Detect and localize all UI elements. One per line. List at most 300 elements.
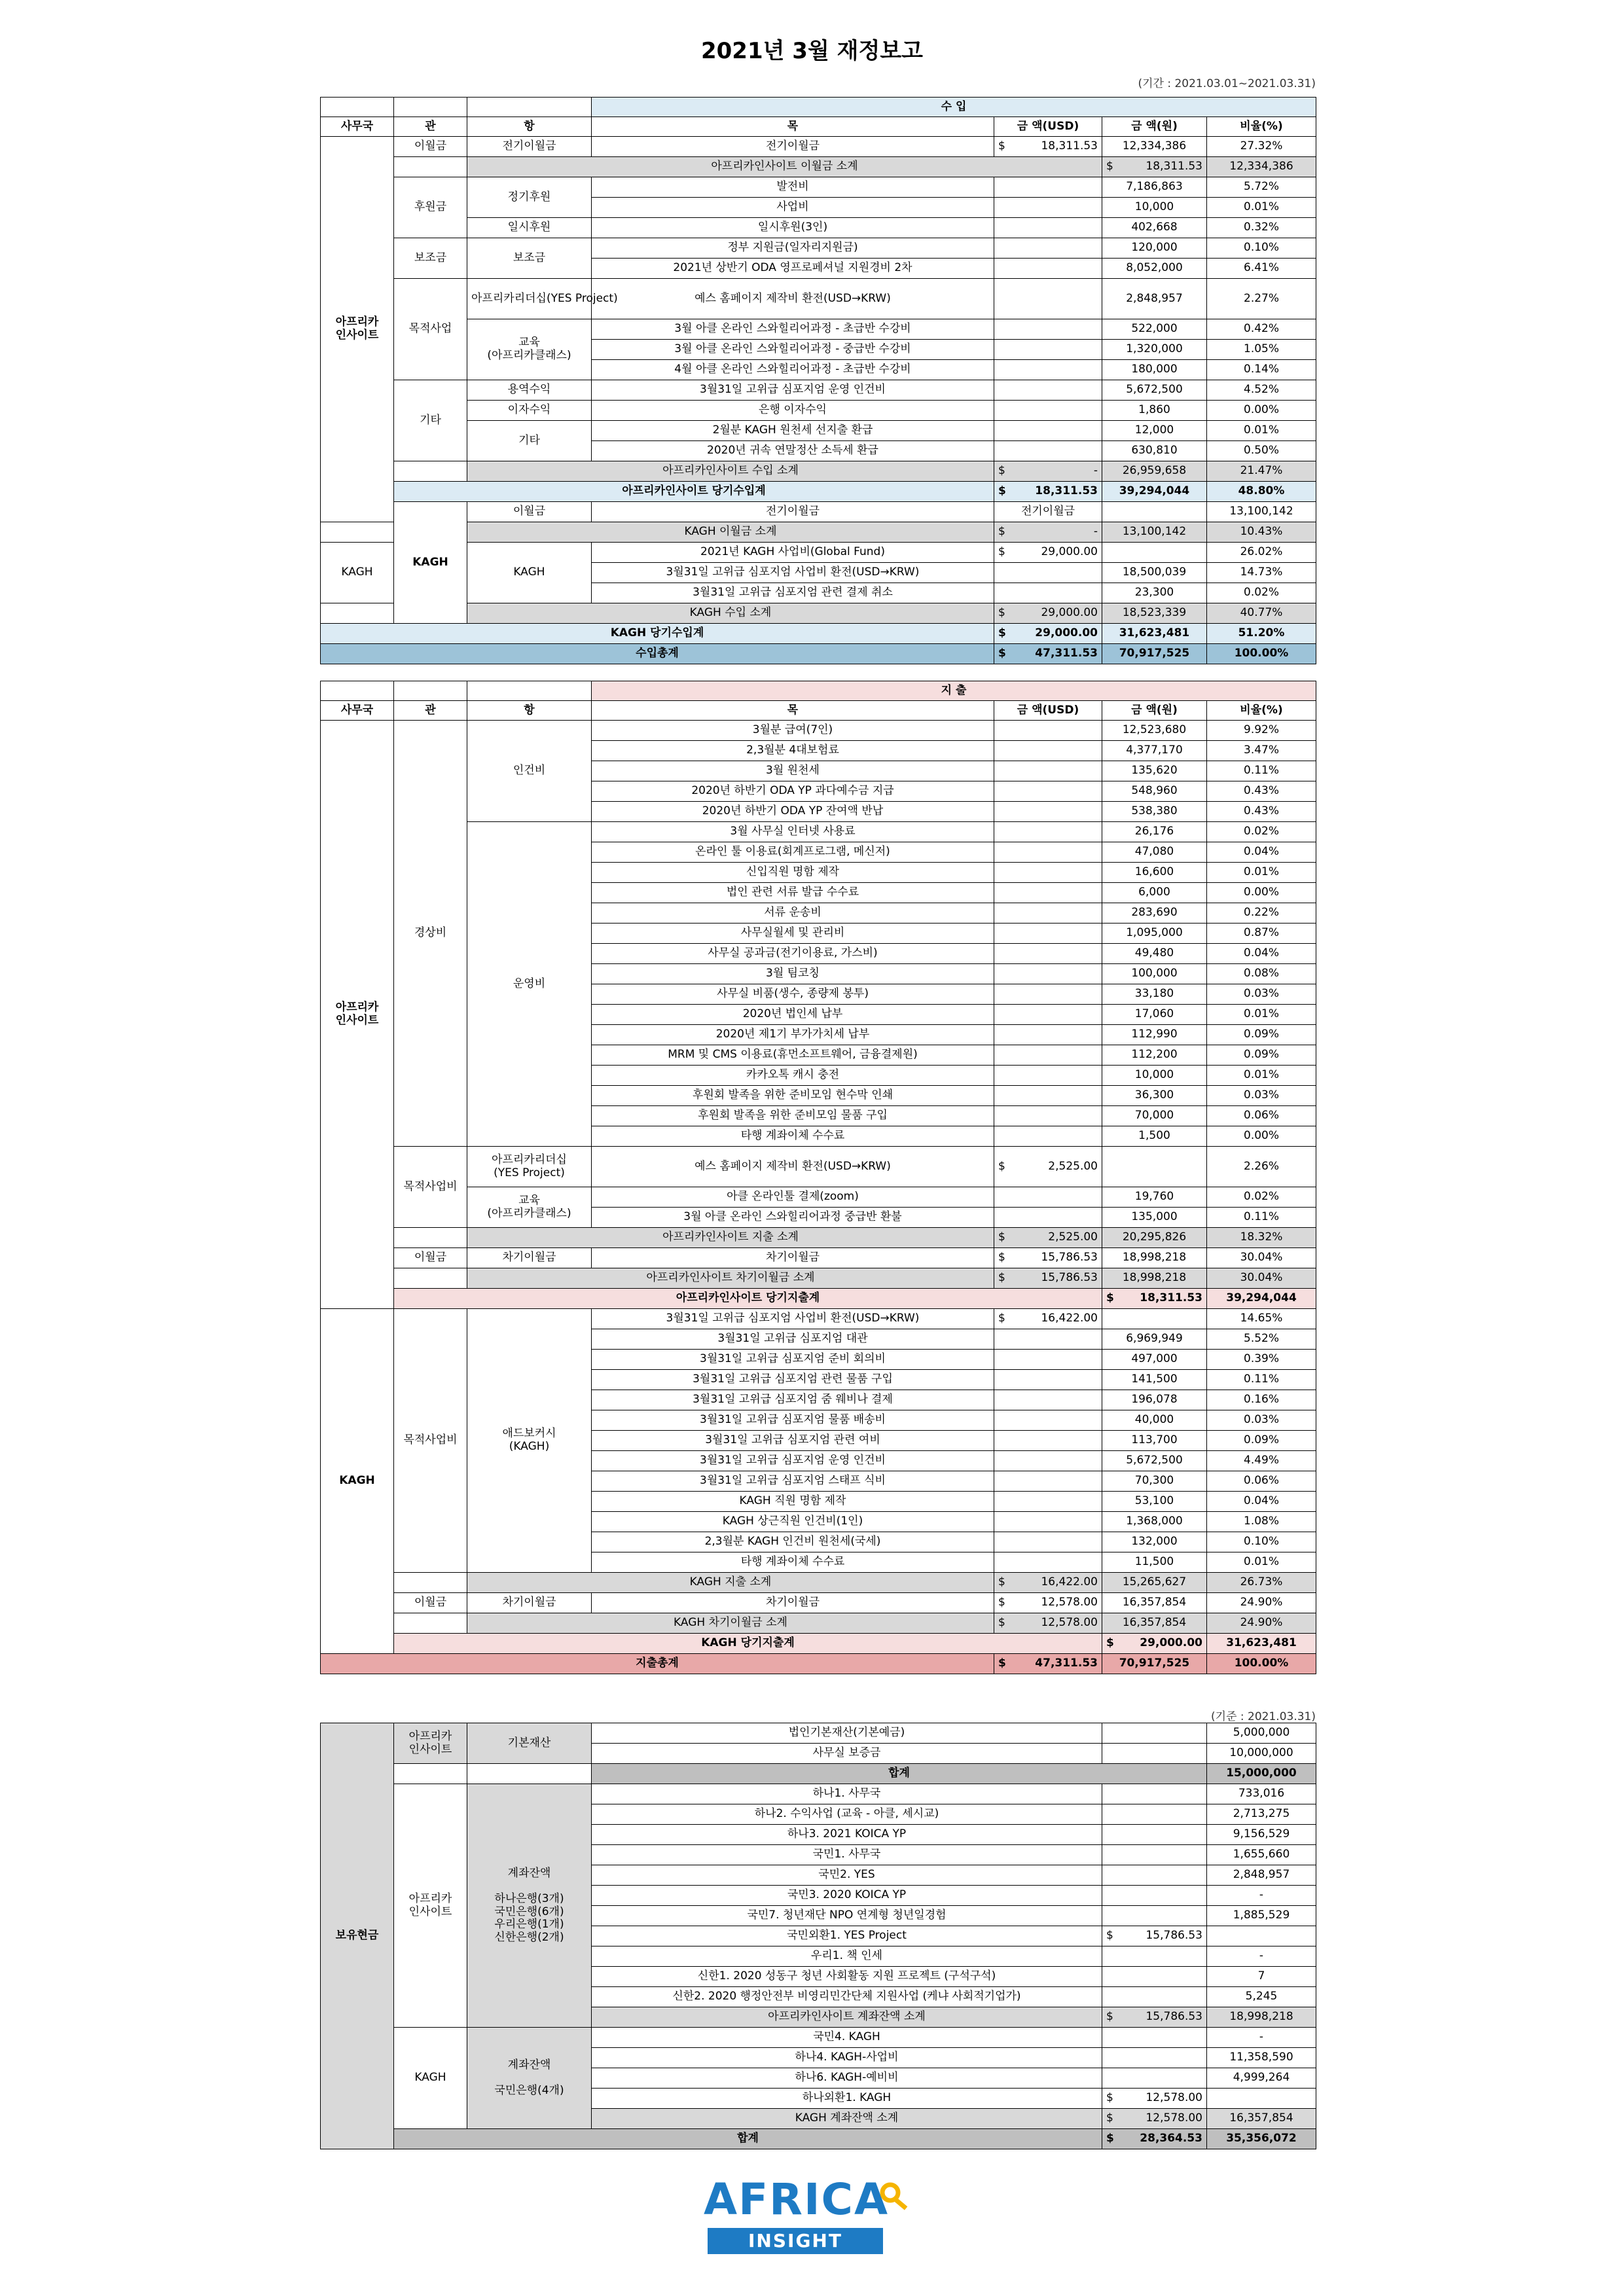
hang-cell: 아프리카리더십(YES Project) xyxy=(467,279,592,319)
krw-cell: 47,080 xyxy=(1102,842,1207,863)
krw-cell: 2,713,275 xyxy=(1207,1804,1316,1825)
mok-cell: 사무실 공과금(전기이용료, 가스비) xyxy=(592,944,994,964)
ratio-cell: 48.80% xyxy=(1207,482,1316,502)
ratio-cell: 100.00% xyxy=(1207,1654,1316,1674)
ratio-cell: 0.01% xyxy=(1207,421,1316,441)
col-mok: 목 xyxy=(592,701,994,721)
office-kagh: KAGH xyxy=(394,2028,467,2129)
krw-cell: 5,245 xyxy=(1207,1987,1316,2007)
krw-cell: 100,000 xyxy=(1102,964,1207,984)
krw-cell: 7,186,863 xyxy=(1102,177,1207,198)
usd-cell: $ 15,786.53 xyxy=(994,1268,1102,1289)
hang-cell: 전기이월금 xyxy=(467,137,592,157)
mok-cell: 2020년 법인세 납부 xyxy=(592,1005,994,1025)
mok-cell: 2020년 하반기 ODA YP 잔여액 반납 xyxy=(592,802,994,822)
cash-label: 보유현금 xyxy=(321,1723,394,2149)
krw-cell: 36,300 xyxy=(1102,1086,1207,1106)
krw-cell: 1,860 xyxy=(1102,401,1207,421)
krw-cell: 12,523,680 xyxy=(1102,721,1207,741)
account-group: 계좌잔액 국민은행(4개) xyxy=(467,2028,592,2129)
hang-cell: 애드보커시 (KAGH) xyxy=(467,1309,592,1573)
mok-cell: 아클 온라인툴 결제(zoom) xyxy=(592,1187,994,1208)
krw-cell: 18,998,218 xyxy=(1207,2007,1316,2028)
mok-cell: 3월31일 고위급 심포지엄 물품 배송비 xyxy=(592,1410,994,1431)
krw-cell: 12,000 xyxy=(1102,421,1207,441)
account-name: 우리1. 책 인세 xyxy=(592,1946,1102,1967)
subtotal-label: KAGH 차기이월금 소계 xyxy=(467,1613,994,1634)
grand-total-label: 합계 xyxy=(394,2129,1102,2149)
ratio-cell: 21.47% xyxy=(1207,461,1316,482)
kwan-cell: 목적사업 xyxy=(394,279,467,380)
mok-cell: 타행 계좌이체 수수료 xyxy=(592,1126,994,1147)
ratio-cell: 0.04% xyxy=(1207,842,1316,863)
usd-cell: $ 12,578.00 xyxy=(1102,2109,1207,2129)
hang-cell: 운영비 xyxy=(467,822,592,1147)
krw-cell: 33,180 xyxy=(1102,984,1207,1005)
krw-cell: 35,356,072 xyxy=(1207,2129,1316,2149)
mok-cell: KAGH 상근직원 인건비(1인) xyxy=(592,1512,994,1532)
krw-cell: 20,295,826 xyxy=(1102,1228,1207,1248)
krw-cell: 15,000,000 xyxy=(1207,1764,1316,1784)
table-row xyxy=(321,1289,1316,1309)
usd-cell: $ 12,578.00 xyxy=(994,1613,1102,1634)
mok-cell: 후원회 발족을 위한 준비모임 현수막 인쇄 xyxy=(592,1086,994,1106)
mok-cell: 3월31일 고위급 심포지엄 스태프 식비 xyxy=(592,1471,994,1492)
mok-cell: 발전비 xyxy=(592,177,994,198)
ratio-cell: 26.02% xyxy=(1207,543,1316,563)
krw-cell xyxy=(1207,2089,1316,2109)
krw-cell: 8,052,000 xyxy=(1102,259,1207,279)
ratio-cell: 0.00% xyxy=(1207,883,1316,903)
krw-cell: 18,500,039 xyxy=(1102,563,1207,583)
mok-cell: 타행 계좌이체 수수료 xyxy=(592,1552,994,1573)
account-name: 하나4. KAGH-사업비 xyxy=(592,2048,1102,2068)
mok-cell: 은행 이자수익 xyxy=(592,401,994,421)
account-name: 하나1. 사무국 xyxy=(592,1784,1102,1804)
mok-cell: 신입직원 명함 제작 xyxy=(592,863,994,883)
krw-cell: 13,100,142 xyxy=(1207,502,1316,522)
mok-cell: 3월분 급여(7인) xyxy=(592,721,994,741)
hang-cell: 이자수익 xyxy=(467,401,592,421)
hang-cell: 교육 (아프리카클래스) xyxy=(467,1187,592,1228)
col-ratio: 비율(%) xyxy=(1207,117,1316,137)
ratio-cell: 0.06% xyxy=(1207,1471,1316,1492)
ratio-cell: 0.03% xyxy=(1207,1410,1316,1431)
krw-cell: 5,000,000 xyxy=(1207,1723,1316,1744)
krw-cell: 70,917,525 xyxy=(1102,644,1207,664)
ratio-cell: 0.43% xyxy=(1207,802,1316,822)
usd-cell: $ 16,422.00 xyxy=(994,1309,1102,1329)
mok-cell: 3월31일 고위급 심포지엄 사업비 환전(USD→KRW) xyxy=(592,563,994,583)
ratio-cell: 0.11% xyxy=(1207,1370,1316,1390)
mok-cell: 3월 사무실 인터넷 사용료 xyxy=(592,822,994,842)
krw-cell: 19,760 xyxy=(1102,1187,1207,1208)
krw-cell: 4,999,264 xyxy=(1207,2068,1316,2089)
account-name: 국민2. YES xyxy=(592,1865,1102,1886)
krw-cell: 15,265,627 xyxy=(1102,1573,1207,1593)
usd-cell: $ 18,311.53 xyxy=(1102,157,1207,177)
ratio-cell: 40.77% xyxy=(1207,603,1316,624)
usd-cell: $ 29,000.00 xyxy=(994,603,1102,624)
krw-cell: 18,523,339 xyxy=(1102,603,1207,624)
krw-cell: 1,500 xyxy=(1102,1126,1207,1147)
ratio-cell: 0.11% xyxy=(1207,761,1316,781)
krw-cell: 548,960 xyxy=(1102,781,1207,802)
ratio-cell: 14.65% xyxy=(1207,1309,1316,1329)
kwan-cell: 이월금 xyxy=(467,502,592,522)
ratio-cell: 0.04% xyxy=(1207,944,1316,964)
account-name: 법인기본재산(기본예금) xyxy=(592,1723,1102,1744)
table-row xyxy=(321,1187,1316,1208)
grand-total-label: 수입총계 xyxy=(321,644,994,664)
account-group: 계좌잔액 하나은행(3개) 국민은행(6개) 우리은행(1개) 신한은행(2개) xyxy=(467,1784,592,2028)
total-label: 아프리카인사이트 당기지출계 xyxy=(394,1289,1102,1309)
ratio-cell: 51.20% xyxy=(1207,624,1316,644)
kwan-cell: KAGH xyxy=(321,543,394,603)
income-table xyxy=(320,97,1316,664)
hang-cell: 용역수익 xyxy=(467,380,592,401)
table-row xyxy=(321,1654,1316,1674)
cash-basis-date: (기준 : 2021.03.31) xyxy=(1211,1710,1316,1723)
krw-cell: 6,969,949 xyxy=(1102,1329,1207,1350)
mok-cell: 2,3월분 4대보험료 xyxy=(592,741,994,761)
krw-cell: 49,480 xyxy=(1102,944,1207,964)
ratio-cell: 0.09% xyxy=(1207,1025,1316,1045)
krw-cell: 1,368,000 xyxy=(1102,1512,1207,1532)
ratio-cell: 0.50% xyxy=(1207,441,1316,461)
krw-cell: 17,060 xyxy=(1102,1005,1207,1025)
ratio-cell: 5.52% xyxy=(1207,1329,1316,1350)
mok-cell: 3월 아클 온라인 스와힐리어과정 - 중급반 수강비 xyxy=(592,340,994,360)
krw-cell: 39,294,044 xyxy=(1102,482,1207,502)
usd-cell: $ - xyxy=(994,461,1102,482)
logo-subtitle: INSIGHT xyxy=(708,2228,883,2254)
ratio-cell: 0.02% xyxy=(1207,583,1316,603)
table-row xyxy=(321,2028,1316,2048)
ratio-cell: 2.26% xyxy=(1207,1147,1316,1187)
account-name: 하나2. 수익사업 (교육 - 아클, 세시교) xyxy=(592,1804,1102,1825)
table-row xyxy=(321,1784,1316,1804)
ratio-cell: 1.05% xyxy=(1207,340,1316,360)
table-row xyxy=(321,1764,1316,1784)
ratio-cell: 0.87% xyxy=(1207,924,1316,944)
krw-cell: 16,357,854 xyxy=(1102,1593,1207,1613)
mok-cell: 2021년 상반기 ODA 영프로페셔널 지원경비 2차 xyxy=(592,259,994,279)
krw-cell xyxy=(1102,1309,1207,1329)
ratio-cell: 2.27% xyxy=(1207,279,1316,319)
mok-cell: 2020년 제1기 부가가치세 납부 xyxy=(592,1025,994,1045)
krw-cell: 112,990 xyxy=(1102,1025,1207,1045)
krw-cell: 10,000 xyxy=(1102,198,1207,218)
account-name: 국민외환1. YES Project xyxy=(592,1926,1102,1946)
kwan-cell: 후원금 xyxy=(394,177,467,238)
usd-cell: $ 12,578.00 xyxy=(994,1593,1102,1613)
office-africa-insight: 아프리카 인사이트 xyxy=(321,721,394,1309)
ratio-cell: 1.08% xyxy=(1207,1512,1316,1532)
hang-cell: 정기후원 xyxy=(467,177,592,218)
krw-cell: 11,500 xyxy=(1102,1552,1207,1573)
office-africa-insight: 아프리카 인사이트 xyxy=(394,1723,467,1764)
usd-cell: $ 28,364.53 xyxy=(1102,2129,1207,2149)
col-kwan: 관 xyxy=(394,701,467,721)
krw-cell: 1,320,000 xyxy=(1102,340,1207,360)
krw-cell: 135,620 xyxy=(1102,761,1207,781)
hang-cell: 차기이월금 xyxy=(467,1593,592,1613)
col-ratio: 비율(%) xyxy=(1207,701,1316,721)
table-row xyxy=(321,721,1316,741)
usd-cell: $ 47,311.53 xyxy=(994,644,1102,664)
subtotal-label: 아프리카인사이트 차기이월금 소계 xyxy=(467,1268,994,1289)
col-mok: 목 xyxy=(592,117,994,137)
ratio-cell: 0.01% xyxy=(1207,863,1316,883)
mok-cell: 사무실월세 및 관리비 xyxy=(592,924,994,944)
krw-cell: - xyxy=(1207,2028,1316,2048)
ratio-cell: 4.52% xyxy=(1207,380,1316,401)
subtotal-label: 아프리카인사이트 이월금 소계 xyxy=(467,157,1102,177)
usd-cell: $ 29,000.00 xyxy=(1102,1634,1207,1654)
subtotal-label: KAGH 계좌잔액 소계 xyxy=(592,2109,1102,2129)
krw-cell: 40,000 xyxy=(1102,1410,1207,1431)
table-row xyxy=(321,2129,1316,2149)
krw-cell: 18,998,218 xyxy=(1102,1248,1207,1268)
ratio-cell: 0.10% xyxy=(1207,1532,1316,1552)
ratio-cell: 0.16% xyxy=(1207,1390,1316,1410)
account-name: 하나외환1. KAGH xyxy=(592,2089,1102,2109)
usd-cell: $ 47,311.53 xyxy=(994,1654,1102,1674)
col-hang: 항 xyxy=(467,701,592,721)
table-row xyxy=(321,1573,1316,1593)
krw-cell: 4,377,170 xyxy=(1102,741,1207,761)
expense-table xyxy=(320,681,1316,1674)
usd-cell: $ 15,786.53 xyxy=(1102,1926,1207,1946)
ratio-cell: 0.14% xyxy=(1207,360,1316,380)
krw-cell: 630,810 xyxy=(1102,441,1207,461)
page-title: 2021년 3월 재정보고 xyxy=(700,38,924,64)
table-row xyxy=(321,1147,1316,1187)
logo-wordmark: AFRICA xyxy=(704,2174,890,2225)
total-label: KAGH 당기지출계 xyxy=(394,1634,1102,1654)
krw-cell: 26,959,658 xyxy=(1102,461,1207,482)
mok-cell: 2월분 KAGH 원천세 선지출 환급 xyxy=(592,421,994,441)
account-name: 국민3. 2020 KOICA YP xyxy=(592,1886,1102,1906)
krw-cell: 1,095,000 xyxy=(1102,924,1207,944)
hang-cell: 아프리카리더십 (YES Project) xyxy=(467,1147,592,1187)
ratio-cell: 24.90% xyxy=(1207,1613,1316,1634)
ratio-cell: 3.47% xyxy=(1207,741,1316,761)
mok-cell: 일시후원(3인) xyxy=(592,218,994,238)
ratio-cell: 100.00% xyxy=(1207,644,1316,664)
col-krw: 금 액(원) xyxy=(1102,117,1207,137)
subtotal-label: 아프리카인사이트 계좌잔액 소계 xyxy=(592,2007,1102,2028)
krw-cell: 12,334,386 xyxy=(1207,157,1316,177)
hang-cell: 보조금 xyxy=(467,238,592,279)
mok-cell: 전기이월금 xyxy=(592,137,994,157)
report-period: (기간 : 2021.03.01~2021.03.31) xyxy=(1138,77,1316,90)
mok-cell: 2020년 귀속 연말정산 소득세 환급 xyxy=(592,441,994,461)
col-kwan: 관 xyxy=(394,117,467,137)
usd-cell: $ 15,786.53 xyxy=(1102,2007,1207,2028)
mok-cell: 카카오톡 캐시 충전 xyxy=(592,1066,994,1086)
ratio-cell: 5.72% xyxy=(1207,177,1316,198)
kwan-cell: 이월금 xyxy=(394,1248,467,1268)
ratio-cell: 24.90% xyxy=(1207,1593,1316,1613)
mok-cell: 차기이월금 xyxy=(592,1248,994,1268)
krw-cell: 16,600 xyxy=(1102,863,1207,883)
mok-cell: 2,3월분 KAGH 인건비 원천세(국세) xyxy=(592,1532,994,1552)
total-label: 아프리카인사이트 당기수입계 xyxy=(394,482,994,502)
mok-cell: 3월 원천세 xyxy=(592,761,994,781)
ratio-cell: 0.01% xyxy=(1207,1552,1316,1573)
krw-cell: 135,000 xyxy=(1102,1208,1207,1228)
usd-cell: $ 18,311.53 xyxy=(994,137,1102,157)
office-kagh: KAGH xyxy=(394,502,467,624)
krw-cell: 402,668 xyxy=(1102,218,1207,238)
krw-cell: 23,300 xyxy=(1102,583,1207,603)
ratio-cell: 0.06% xyxy=(1207,1106,1316,1126)
account-name: 하나6. KAGH-예비비 xyxy=(592,2068,1102,2089)
kwan-cell: 경상비 xyxy=(394,721,467,1147)
ratio-cell: 0.08% xyxy=(1207,964,1316,984)
krw-cell: 538,380 xyxy=(1102,802,1207,822)
total-label: 합계 xyxy=(592,1764,1207,1784)
mok-cell: 3월31일 고위급 심포지엄 줌 웨비나 결제 xyxy=(592,1390,994,1410)
krw-cell: 132,000 xyxy=(1102,1532,1207,1552)
krw-cell: 5,672,500 xyxy=(1102,380,1207,401)
table-row xyxy=(321,822,1316,842)
subtotal-label: 아프리카인사이트 수입 소계 xyxy=(467,461,994,482)
table-row xyxy=(321,1613,1316,1634)
krw-cell: 141,500 xyxy=(1102,1370,1207,1390)
hang-cell: 인건비 xyxy=(467,721,592,822)
mok-cell: 사업비 xyxy=(592,198,994,218)
ratio-cell: 0.03% xyxy=(1207,1086,1316,1106)
ratio-cell: 0.42% xyxy=(1207,319,1316,340)
ratio-cell: 0.43% xyxy=(1207,781,1316,802)
account-name: 신한2. 2020 행정안전부 비영리민간단체 지원사업 (케냐 사회적기업가) xyxy=(592,1987,1102,2007)
usd-cell: $ 29,000.00 xyxy=(994,624,1102,644)
krw-cell: 11,358,590 xyxy=(1207,2048,1316,2068)
krw-cell: 733,016 xyxy=(1207,1784,1316,1804)
mok-cell: 법인 관련 서류 발급 수수료 xyxy=(592,883,994,903)
table-row xyxy=(321,1228,1316,1248)
krw-cell: 31,623,481 xyxy=(1102,624,1207,644)
ratio-cell: 0.09% xyxy=(1207,1431,1316,1451)
krw-cell: 180,000 xyxy=(1102,360,1207,380)
col-office: 사무국 xyxy=(321,701,394,721)
mok-cell: 후원회 발족을 위한 준비모임 물품 구입 xyxy=(592,1106,994,1126)
cash-table xyxy=(320,1723,1316,2149)
krw-cell: 1,885,529 xyxy=(1207,1906,1316,1926)
account-name: 신한1. 2020 성동구 청년 사회활동 지원 프로젝트 (구석구석) xyxy=(592,1967,1102,1987)
usd-cell: $ 15,786.53 xyxy=(994,1248,1102,1268)
mok-cell: 3월31일 고위급 심포지엄 관련 물품 구입 xyxy=(592,1370,994,1390)
mok-cell: 서류 운송비 xyxy=(592,903,994,924)
mok-cell: 3월 아클 온라인 스와힐리어과정 - 초급반 수강비 xyxy=(592,319,994,340)
hang-cell: 일시후원 xyxy=(467,218,592,238)
krw-cell: 283,690 xyxy=(1102,903,1207,924)
ratio-cell: 0.01% xyxy=(1207,1066,1316,1086)
ratio-cell: 0.00% xyxy=(1207,1126,1316,1147)
grand-total-label: 지출총계 xyxy=(321,1654,994,1674)
asset-label: 기본재산 xyxy=(467,1723,592,1764)
income-band: 수 입 xyxy=(592,98,1316,117)
krw-cell: 7 xyxy=(1207,1967,1316,1987)
krw-cell: 1,655,660 xyxy=(1207,1845,1316,1865)
ratio-cell: 30.04% xyxy=(1207,1268,1316,1289)
krw-cell: 53,100 xyxy=(1102,1492,1207,1512)
hang-cell: 기타 xyxy=(467,421,592,461)
krw-cell: 196,078 xyxy=(1102,1390,1207,1410)
ratio-cell: 0.11% xyxy=(1207,1208,1316,1228)
mok-cell: 온라인 툴 이용료(회계프로그램, 메신저) xyxy=(592,842,994,863)
kwan-cell: 기타 xyxy=(394,380,467,461)
krw-cell: 113,700 xyxy=(1102,1431,1207,1451)
kwan-cell: 이월금 xyxy=(394,1593,467,1613)
col-hang: 항 xyxy=(467,117,592,137)
ratio-cell: 0.09% xyxy=(1207,1045,1316,1066)
ratio-cell: 6.41% xyxy=(1207,259,1316,279)
krw-cell: 26,176 xyxy=(1102,822,1207,842)
ratio-cell: 0.01% xyxy=(1207,1005,1316,1025)
krw-cell: - xyxy=(1207,1946,1316,1967)
subtotal-label: KAGH 이월금 소계 xyxy=(467,522,994,543)
krw-cell: 6,000 xyxy=(1102,883,1207,903)
usd-cell: $ 2,525.00 xyxy=(994,1147,1102,1187)
mok-cell: 3월31일 고위급 심포지엄 사업비 환전(USD→KRW) xyxy=(592,1309,994,1329)
ratio-cell: 0.32% xyxy=(1207,218,1316,238)
krw-cell: 12,334,386 xyxy=(1102,137,1207,157)
krw-cell: 9,156,529 xyxy=(1207,1825,1316,1845)
ratio-cell: 18.32% xyxy=(1207,1228,1316,1248)
table-row xyxy=(321,1309,1316,1329)
ratio-cell: 14.73% xyxy=(1207,563,1316,583)
kwan-cell: 목적사업비 xyxy=(394,1147,467,1228)
usd-cell: $ 16,422.00 xyxy=(994,1573,1102,1593)
account-name: 국민1. 사무국 xyxy=(592,1845,1102,1865)
ratio-cell: 0.01% xyxy=(1207,198,1316,218)
mok-cell: 3월31일 고위급 심포지엄 준비 회의비 xyxy=(592,1350,994,1370)
col-usd: 금 액(USD) xyxy=(994,117,1102,137)
krw-cell: 39,294,044 xyxy=(1207,1289,1316,1309)
total-label: KAGH 당기수입계 xyxy=(321,624,994,644)
ratio-cell: 4.49% xyxy=(1207,1451,1316,1471)
mok-cell: 사무실 비품(생수, 종량제 봉투) xyxy=(592,984,994,1005)
krw-cell: 10,000 xyxy=(1102,1066,1207,1086)
mok-cell: 3월31일 고위급 심포지엄 관련 결제 취소 xyxy=(592,583,994,603)
office-africa-insight: 아프리카 인사이트 xyxy=(394,1784,467,2028)
krw-cell: 522,000 xyxy=(1102,319,1207,340)
krw-cell: 10,000,000 xyxy=(1207,1744,1316,1764)
krw-cell: - xyxy=(1207,1886,1316,1906)
mok-cell: MRM 및 CMS 이용료(휴먼소프트웨어, 금융결제원) xyxy=(592,1045,994,1066)
office-africa-insight: 아프리카 인사이트 xyxy=(321,137,394,522)
mok-cell: 예스 홈페이지 제작비 환전(USD→KRW) xyxy=(592,279,994,319)
subtotal-label: 아프리카인사이트 지출 소계 xyxy=(467,1228,994,1248)
krw-cell: 2,848,957 xyxy=(1102,279,1207,319)
table-row xyxy=(321,1593,1316,1613)
hang-cell: KAGH xyxy=(467,543,592,603)
table-row xyxy=(321,1248,1316,1268)
mok-cell: 3월 아클 온라인 스와힐리어과정 중급반 환불 xyxy=(592,1208,994,1228)
krw-cell: 2,848,957 xyxy=(1207,1865,1316,1886)
usd-cell: $ 12,578.00 xyxy=(1102,2089,1207,2109)
africa-insight-logo xyxy=(704,2174,920,2259)
krw-cell: 18,998,218 xyxy=(1102,1268,1207,1289)
hang-cell: 차기이월금 xyxy=(467,1248,592,1268)
table-row xyxy=(321,1268,1316,1289)
krw-cell: 70,000 xyxy=(1102,1106,1207,1126)
mok-cell: 3월31일 고위급 심포지엄 관련 여비 xyxy=(592,1431,994,1451)
